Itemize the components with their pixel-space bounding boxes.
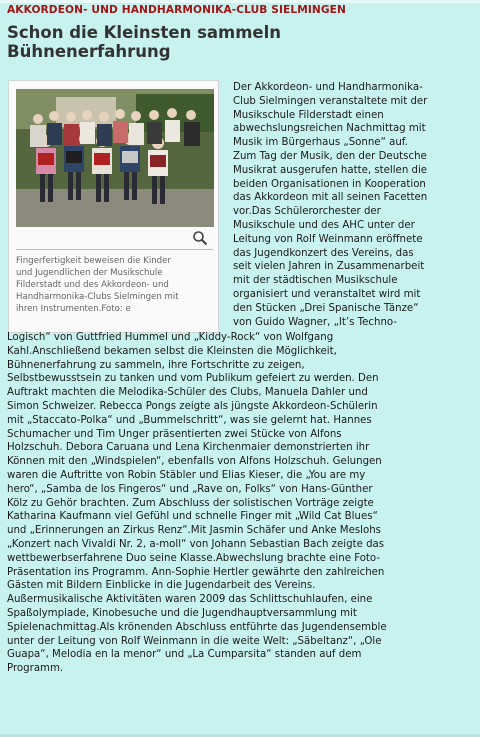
article-body-full: Logisch“ von Guttfried Hummel und „Kiddy-Rock“ von Wolfgang Kahl.Anschließend bekamen selbst die Kleinsten die Möglichkeit, Bühnenerfahrung zu sammeln, ihre Fortschritte zu zeigen, Selbstbewusstsein zu tanken und vom Publikum gefeiert zu werden. Den Auftrakt machten die Melodika-Schüler des Clubs, Manuela Dahler und Simon Schweizer. Rebecca Pongs zeigte als jüngste Akkordeon-Schülerin mit „Staccato-Polka“ und „Bummelschritt“, was sie gelernt hat. Hannes Schumacher und Tim Unger präsentierten zwei Stücke von Alfons Holzschuh. Debora Caruana und Lena Kirchenmaier demonstrierten ihr Können mit den „Windspielen“, ebenfalls von Alfons Holzschuh. Gelungen waren die Auftritte von Robin Stäbler und Elias Kieser, die „You are my hero“, „Samba de los Fingeros“ und „Rave on, Folks“ von Hans-Günther Kölz zu Gehör brachten. Zum Abschluss der solistischen Vorträge zeigte Katharina Kaufmann viel Gefühl und schnelle Finger mit „Wild Cat Blues“ und „Erinnerungen an Zirkus Renz“.Mit Jasmin Schäfer und Anke Meslohs „Konzert nach Vivaldi Nr. 2, a-moll“ von Johann Sebastian Bach zeigte das wettbewerbserfahrene Duo seine Klasse.Abwechslung brachte eine Foto- Präsentation ins Programm. Ann-Sophie Hertler gewährte den zahlreichen Gästen mit Bildern Einblicke in die Jugendarbeit des Vereins. Außermusikalische Aktivitäten waren 2009 das Schlittschuhlaufen, eine Spaßolympiade, Kinobesuche und die Jugendhauptversammlung mit Spielenachmittag.Als krönenden Abschluss entführte das Jugendensemble unter der Leitung von Rolf Weinmann in die weite Welt: „Säbeltanz“, „Ole Guapa“, Melodia en la menor“ und „La Cumparsita“ standen auf dem Programm. (7, 332, 387, 675)
caption-divider (16, 249, 213, 250)
group-photo[interactable] (16, 89, 214, 227)
article-body-column: Der Akkordeon- und Handharmonika- Club Sielmingen veranstaltete mit der Musikschule Filderstadt einen abwechslungsreichen Nachmittag mit Musik im Bürgerhaus „Sonne“ auf. Zum Tag der Musik, den der Deutsche Musikrat ausgerufen hatte, stellen die beiden Organisationen in Kooperation das Akkordeon mit all seinen Facetten vor.Das Schülerorchester der Musikschule und des AHC unter der Leitung von Rolf Weinmann eröffnete das Jugendkonzert des Vereins, das seit vielen Jahren in Zusammenarbeit mit der städtischen Musikschule organisiert und veranstaltet wird mit den Stücken „Drei Spanische Tänze“ von Guido Wagner, „It’s Techno- (233, 82, 428, 328)
article-figure (8, 80, 219, 333)
article-headline: Schon die Kleinsten sammeln Bühnenerfahrung (7, 23, 281, 61)
photo-illustration (16, 89, 214, 227)
section-label: AKKORDEON- UND HANDHARMONIKA-CLUB SIELMINGEN (7, 4, 346, 16)
photo-caption: Fingerfertigkeit beweisen die Kinder und Jugendlichen der Musikschule Filderstadt und des Akkordeon- und Handharmonika-Clubs Sielmingen mit ihren Instrumenten.Foto: e (16, 256, 179, 314)
top-divider (0, 0, 480, 3)
zoom-icon[interactable] (192, 230, 208, 246)
